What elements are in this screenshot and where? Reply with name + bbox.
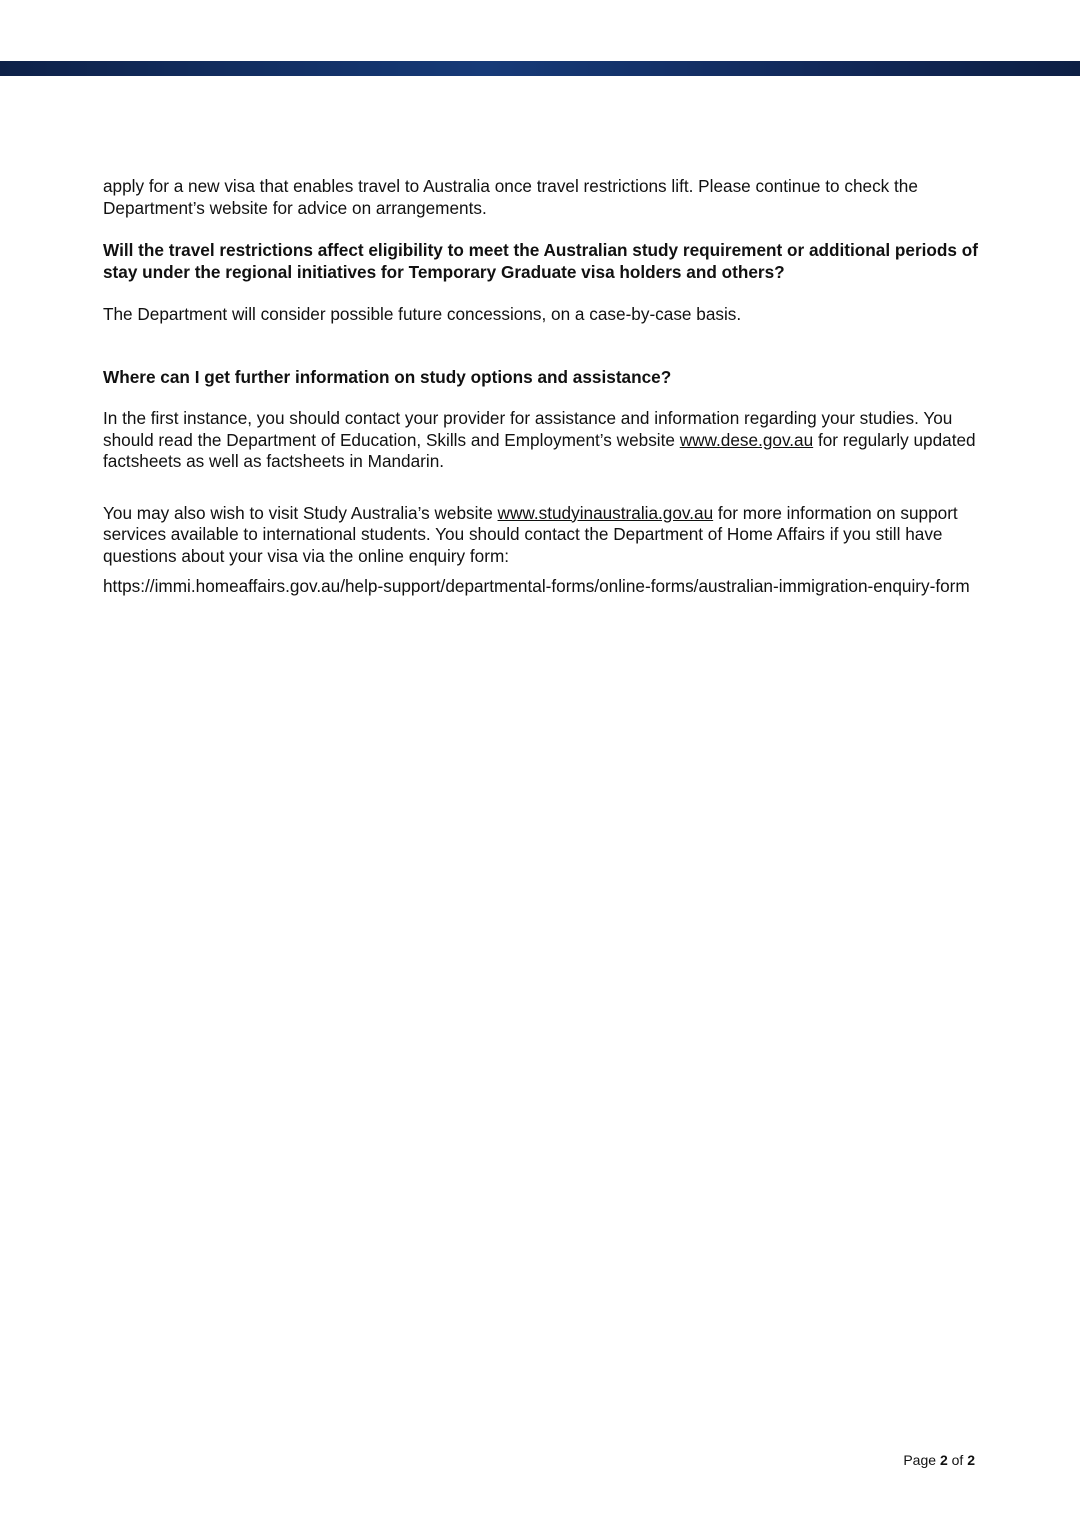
study-australia-text-before-link: You may also wish to visit Study Australia’s website [103, 502, 498, 523]
provider-information-paragraph [103, 408, 983, 473]
dese-website-link[interactable]: www.dese.gov.au [679, 429, 814, 450]
provider-information-text-before-link: In the first instance, you should contact your provider for assistance and information regarding your studies. You should read the Department of Education, Skills and Employment’s website [103, 408, 953, 450]
section-spacer [103, 326, 983, 367]
total-pages-number: 2 [967, 1452, 975, 1468]
paragraph-spacer [103, 283, 983, 304]
page-number-prefix: Page [903, 1452, 940, 1468]
page-number [903, 1451, 975, 1469]
header-band [0, 61, 1080, 76]
paragraph-spacer [103, 473, 983, 503]
paragraph-spacer [103, 219, 983, 240]
current-page-number: 2 [939, 1452, 948, 1468]
paragraph-spacer [103, 567, 983, 576]
provider-information-text-after-link: for regularly updated factsheets as well as factsheets in Mandarin. [103, 429, 976, 471]
travel-restrictions-question-heading: Will the travel restrictions affect eligibility to meet the Australian study requirement or additional periods of stay under the regional initiatives for Temporary Graduate visa holders and others? [103, 240, 978, 282]
immigration-enquiry-form-url[interactable]: https://immi.homeaffairs.gov.au/help-support/departmental-forms/online-forms/australian-immigration-enquiry-form [103, 576, 970, 596]
concessions-answer-paragraph: The Department will consider possible future concessions, on a case-by-case basis. [103, 304, 742, 324]
study-australia-paragraph [103, 503, 983, 568]
intro-continuation-paragraph: apply for a new visa that enables travel to Australia once travel restrictions lift. Please continue to check the Department’s website for advice on arrangements. [103, 176, 918, 218]
document-content [103, 176, 983, 598]
study-in-australia-website-link[interactable]: www.studyinaustralia.gov.au [497, 502, 714, 523]
study-australia-text-after-link: for more information on support services available to international students. You should contact the Department of Home Affairs if you still have questions about your visa via the online enquiry form: [103, 502, 958, 566]
further-information-heading: Where can I get further information on study options and assistance? [103, 366, 672, 387]
page-number-separator: of [947, 1452, 968, 1468]
paragraph-spacer [103, 388, 983, 408]
